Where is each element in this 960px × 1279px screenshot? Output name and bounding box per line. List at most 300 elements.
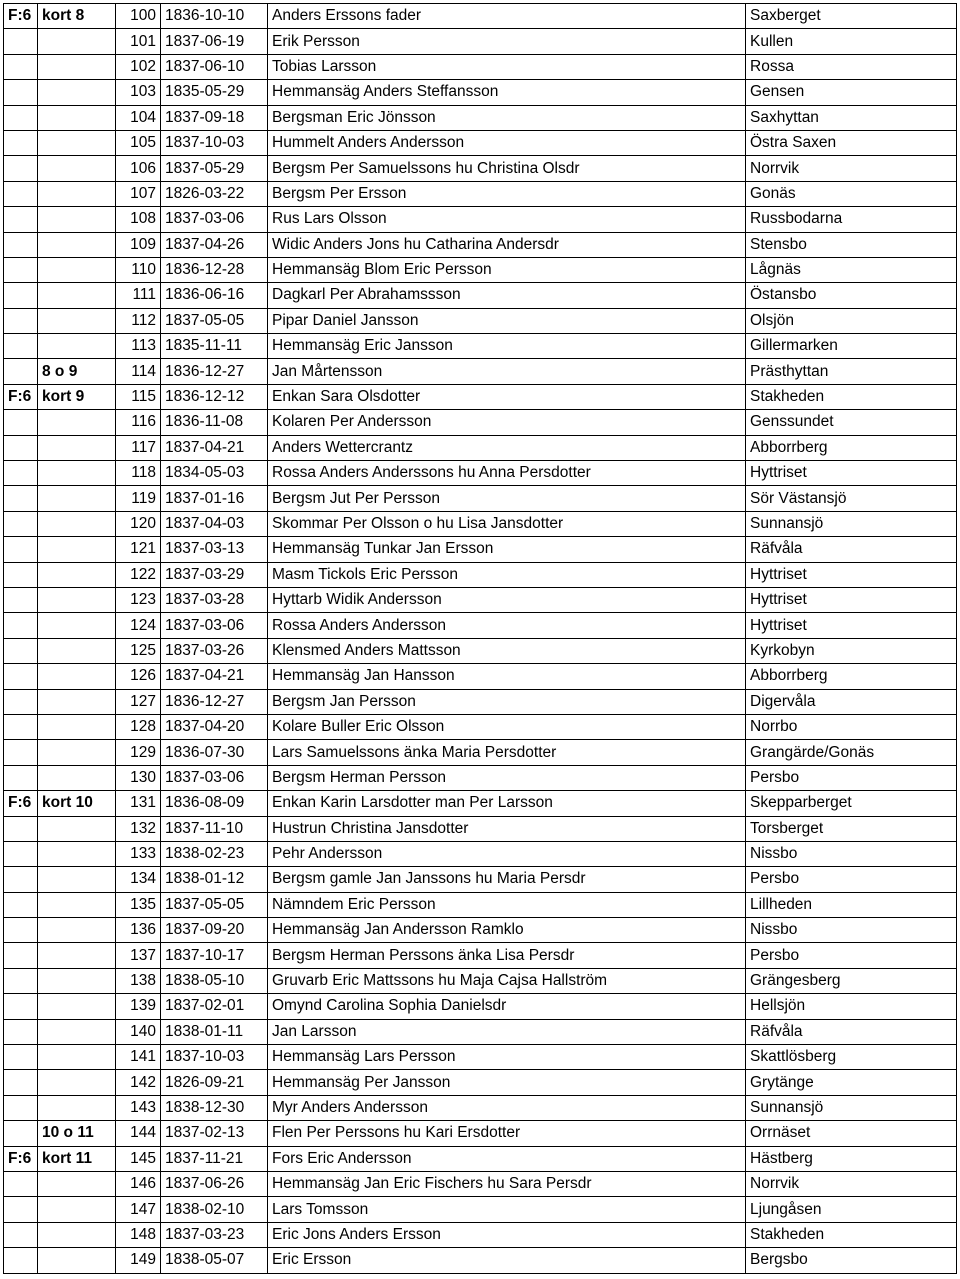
person-cell: Bergsm Jut Per Persson — [268, 486, 746, 511]
entry-number-cell: 115 — [116, 384, 161, 409]
card-cell — [38, 638, 116, 663]
volume-cell — [4, 1045, 38, 1070]
card-cell — [38, 867, 116, 892]
entry-number-cell: 128 — [116, 714, 161, 739]
date-cell: 1837-10-17 — [161, 943, 268, 968]
card-cell: kort 9 — [38, 384, 116, 409]
date-cell: 1838-01-12 — [161, 867, 268, 892]
place-cell: Norrvik — [746, 156, 957, 181]
volume-cell: F:6 — [4, 4, 38, 29]
place-cell: Räfvåla — [746, 1019, 957, 1044]
date-cell: 1837-06-10 — [161, 54, 268, 79]
card-cell — [38, 80, 116, 105]
place-cell: Skepparberget — [746, 791, 957, 816]
table-row — [4, 1045, 957, 1070]
entry-number-cell: 105 — [116, 130, 161, 155]
place-cell: Ljungåsen — [746, 1197, 957, 1222]
person-cell: Hemmansäg Lars Persson — [268, 1045, 746, 1070]
date-cell: 1837-01-16 — [161, 486, 268, 511]
table-row — [4, 232, 957, 257]
table-row — [4, 461, 957, 486]
date-cell: 1837-04-03 — [161, 511, 268, 536]
person-cell: Eric Ersson — [268, 1248, 746, 1273]
entry-number-cell: 107 — [116, 181, 161, 206]
place-cell: Grangärde/Gonäs — [746, 740, 957, 765]
person-cell: Omynd Carolina Sophia Danielsdr — [268, 994, 746, 1019]
place-cell: Norrvik — [746, 1171, 957, 1196]
card-cell — [38, 892, 116, 917]
table-row — [4, 943, 957, 968]
volume-cell — [4, 664, 38, 689]
table-row — [4, 1222, 957, 1247]
entry-number-cell: 118 — [116, 461, 161, 486]
date-cell: 1838-02-23 — [161, 841, 268, 866]
volume-cell — [4, 1070, 38, 1095]
table-row — [4, 156, 957, 181]
date-cell: 1836-06-16 — [161, 283, 268, 308]
person-cell: Hemmansäg Per Jansson — [268, 1070, 746, 1095]
volume-cell — [4, 613, 38, 638]
entry-number-cell: 138 — [116, 968, 161, 993]
table-row — [4, 537, 957, 562]
entry-number-cell: 143 — [116, 1095, 161, 1120]
table-row — [4, 1019, 957, 1044]
place-cell: Hyttriset — [746, 562, 957, 587]
date-cell: 1837-03-28 — [161, 587, 268, 612]
place-cell: Persbo — [746, 867, 957, 892]
card-cell — [38, 1045, 116, 1070]
place-cell: Gillermarken — [746, 334, 957, 359]
date-cell: 1837-09-18 — [161, 105, 268, 130]
person-cell: Tobias Larsson — [268, 54, 746, 79]
card-cell — [38, 587, 116, 612]
person-cell: Bergsman Eric Jönsson — [268, 105, 746, 130]
card-cell — [38, 54, 116, 79]
date-cell: 1837-03-06 — [161, 613, 268, 638]
volume-cell — [4, 334, 38, 359]
entry-number-cell: 102 — [116, 54, 161, 79]
card-cell — [38, 943, 116, 968]
place-cell: Genssundet — [746, 410, 957, 435]
volume-cell — [4, 892, 38, 917]
person-cell: Jan Mårtensson — [268, 359, 746, 384]
card-cell — [38, 461, 116, 486]
person-cell: Kolaren Per Andersson — [268, 410, 746, 435]
volume-cell — [4, 537, 38, 562]
date-cell: 1837-05-29 — [161, 156, 268, 181]
date-cell: 1837-04-26 — [161, 232, 268, 257]
entry-number-cell: 129 — [116, 740, 161, 765]
place-cell: Stensbo — [746, 232, 957, 257]
date-cell: 1838-05-10 — [161, 968, 268, 993]
person-cell: Gruvarb Eric Mattssons hu Maja Cajsa Hallström — [268, 968, 746, 993]
entry-number-cell: 110 — [116, 257, 161, 282]
volume-cell — [4, 1095, 38, 1120]
date-cell: 1836-12-28 — [161, 257, 268, 282]
place-cell: Saxberget — [746, 4, 957, 29]
entry-number-cell: 139 — [116, 994, 161, 1019]
place-cell: Stakheden — [746, 1222, 957, 1247]
place-cell: Orrnäset — [746, 1121, 957, 1146]
place-cell: Sunnansjö — [746, 1095, 957, 1120]
date-cell: 1835-11-11 — [161, 334, 268, 359]
volume-cell — [4, 511, 38, 536]
person-cell: Bergsm Per Ersson — [268, 181, 746, 206]
volume-cell — [4, 943, 38, 968]
volume-cell — [4, 765, 38, 790]
place-cell: Bergsbo — [746, 1248, 957, 1273]
date-cell: 1826-03-22 — [161, 181, 268, 206]
table-row — [4, 207, 957, 232]
table-row — [4, 841, 957, 866]
date-cell: 1837-02-13 — [161, 1121, 268, 1146]
card-cell — [38, 511, 116, 536]
date-cell: 1836-07-30 — [161, 740, 268, 765]
person-cell: Hemmansäg Jan Hansson — [268, 664, 746, 689]
volume-cell — [4, 105, 38, 130]
date-cell: 1837-03-26 — [161, 638, 268, 663]
date-cell: 1836-10-10 — [161, 4, 268, 29]
table-row — [4, 410, 957, 435]
place-cell: Räfvåla — [746, 537, 957, 562]
volume-cell — [4, 283, 38, 308]
date-cell: 1837-04-20 — [161, 714, 268, 739]
person-cell: Nämndem Eric Persson — [268, 892, 746, 917]
date-cell: 1837-03-13 — [161, 537, 268, 562]
place-cell: Lågnäs — [746, 257, 957, 282]
card-cell: 10 o 11 — [38, 1121, 116, 1146]
person-cell: Flen Per Perssons hu Kari Ersdotter — [268, 1121, 746, 1146]
table-row — [4, 257, 957, 282]
card-cell: kort 11 — [38, 1146, 116, 1171]
volume-cell — [4, 308, 38, 333]
table-row — [4, 562, 957, 587]
person-cell: Bergsm Herman Persson — [268, 765, 746, 790]
volume-cell — [4, 181, 38, 206]
volume-cell: F:6 — [4, 791, 38, 816]
entry-number-cell: 112 — [116, 308, 161, 333]
table-row — [4, 29, 957, 54]
entry-number-cell: 114 — [116, 359, 161, 384]
place-cell: Torsberget — [746, 816, 957, 841]
volume-cell — [4, 816, 38, 841]
card-cell — [38, 130, 116, 155]
entry-number-cell: 145 — [116, 1146, 161, 1171]
place-cell: Abborrberg — [746, 435, 957, 460]
person-cell: Skommar Per Olsson o hu Lisa Jansdotter — [268, 511, 746, 536]
date-cell: 1836-11-08 — [161, 410, 268, 435]
entry-number-cell: 124 — [116, 613, 161, 638]
place-cell: Russbodarna — [746, 207, 957, 232]
person-cell: Eric Jons Anders Ersson — [268, 1222, 746, 1247]
table-row — [4, 765, 957, 790]
volume-cell — [4, 1121, 38, 1146]
volume-cell — [4, 1197, 38, 1222]
card-cell — [38, 1197, 116, 1222]
entry-number-cell: 106 — [116, 156, 161, 181]
place-cell: Nissbo — [746, 841, 957, 866]
register-table — [3, 3, 957, 1274]
volume-cell — [4, 207, 38, 232]
table-row — [4, 613, 957, 638]
volume-cell — [4, 1019, 38, 1044]
card-cell — [38, 435, 116, 460]
person-cell: Masm Tickols Eric Persson — [268, 562, 746, 587]
place-cell: Östansbo — [746, 283, 957, 308]
entry-number-cell: 133 — [116, 841, 161, 866]
volume-cell — [4, 232, 38, 257]
volume-cell — [4, 587, 38, 612]
person-cell: Lars Samuelssons änka Maria Persdotter — [268, 740, 746, 765]
date-cell: 1837-03-06 — [161, 207, 268, 232]
entry-number-cell: 123 — [116, 587, 161, 612]
table-row — [4, 283, 957, 308]
date-cell: 1834-05-03 — [161, 461, 268, 486]
place-cell: Hyttriset — [746, 587, 957, 612]
date-cell: 1836-08-09 — [161, 791, 268, 816]
date-cell: 1837-06-26 — [161, 1171, 268, 1196]
place-cell: Hellsjön — [746, 994, 957, 1019]
person-cell: Hemmansäg Jan Andersson Ramklo — [268, 918, 746, 943]
person-cell: Rus Lars Olsson — [268, 207, 746, 232]
date-cell: 1838-01-11 — [161, 1019, 268, 1044]
table-row — [4, 1070, 957, 1095]
card-cell — [38, 283, 116, 308]
place-cell: Sunnansjö — [746, 511, 957, 536]
place-cell: Hyttriset — [746, 461, 957, 486]
card-cell — [38, 1095, 116, 1120]
volume-cell — [4, 156, 38, 181]
entry-number-cell: 144 — [116, 1121, 161, 1146]
card-cell: 8 o 9 — [38, 359, 116, 384]
person-cell: Hemmansäg Jan Eric Fischers hu Sara Persdr — [268, 1171, 746, 1196]
volume-cell — [4, 562, 38, 587]
date-cell: 1838-05-07 — [161, 1248, 268, 1273]
date-cell: 1836-12-12 — [161, 384, 268, 409]
table-row — [4, 105, 957, 130]
card-cell — [38, 562, 116, 587]
date-cell: 1836-12-27 — [161, 689, 268, 714]
table-row — [4, 714, 957, 739]
volume-cell — [4, 918, 38, 943]
entry-number-cell: 137 — [116, 943, 161, 968]
volume-cell — [4, 714, 38, 739]
table-row — [4, 435, 957, 460]
card-cell — [38, 207, 116, 232]
entry-number-cell: 132 — [116, 816, 161, 841]
card-cell — [38, 1070, 116, 1095]
table-row — [4, 4, 957, 29]
card-cell — [38, 1171, 116, 1196]
register-body — [4, 4, 957, 1274]
card-cell — [38, 689, 116, 714]
entry-number-cell: 131 — [116, 791, 161, 816]
table-row — [4, 994, 957, 1019]
card-cell — [38, 841, 116, 866]
volume-cell — [4, 435, 38, 460]
place-cell: Kullen — [746, 29, 957, 54]
volume-cell — [4, 867, 38, 892]
entry-number-cell: 116 — [116, 410, 161, 435]
entry-number-cell: 146 — [116, 1171, 161, 1196]
card-cell — [38, 156, 116, 181]
entry-number-cell: 130 — [116, 765, 161, 790]
person-cell: Enkan Karin Larsdotter man Per Larsson — [268, 791, 746, 816]
place-cell: Gensen — [746, 80, 957, 105]
person-cell: Dagkarl Per Abrahamssson — [268, 283, 746, 308]
card-cell — [38, 1019, 116, 1044]
volume-cell — [4, 1248, 38, 1273]
entry-number-cell: 147 — [116, 1197, 161, 1222]
place-cell: Hyttriset — [746, 613, 957, 638]
entry-number-cell: 120 — [116, 511, 161, 536]
place-cell: Nissbo — [746, 918, 957, 943]
card-cell — [38, 740, 116, 765]
table-row — [4, 130, 957, 155]
entry-number-cell: 119 — [116, 486, 161, 511]
date-cell: 1837-04-21 — [161, 435, 268, 460]
volume-cell — [4, 257, 38, 282]
card-cell — [38, 232, 116, 257]
person-cell: Widic Anders Jons hu Catharina Andersdr — [268, 232, 746, 257]
card-cell — [38, 613, 116, 638]
place-cell: Abborrberg — [746, 664, 957, 689]
entry-number-cell: 141 — [116, 1045, 161, 1070]
place-cell: Prästhyttan — [746, 359, 957, 384]
date-cell: 1837-11-21 — [161, 1146, 268, 1171]
place-cell: Saxhyttan — [746, 105, 957, 130]
place-cell: Rossa — [746, 54, 957, 79]
volume-cell — [4, 968, 38, 993]
card-cell — [38, 816, 116, 841]
place-cell: Kyrkobyn — [746, 638, 957, 663]
card-cell — [38, 486, 116, 511]
person-cell: Enkan Sara Olsdotter — [268, 384, 746, 409]
entry-number-cell: 127 — [116, 689, 161, 714]
card-cell — [38, 1248, 116, 1273]
card-cell — [38, 257, 116, 282]
date-cell: 1837-06-19 — [161, 29, 268, 54]
card-cell: kort 8 — [38, 4, 116, 29]
date-cell: 1837-03-23 — [161, 1222, 268, 1247]
place-cell: Gonäs — [746, 181, 957, 206]
card-cell — [38, 537, 116, 562]
person-cell: Fors Eric Andersson — [268, 1146, 746, 1171]
entry-number-cell: 135 — [116, 892, 161, 917]
table-row — [4, 1146, 957, 1171]
volume-cell — [4, 486, 38, 511]
entry-number-cell: 140 — [116, 1019, 161, 1044]
place-cell: Digervåla — [746, 689, 957, 714]
table-row — [4, 359, 957, 384]
table-row — [4, 486, 957, 511]
volume-cell: F:6 — [4, 1146, 38, 1171]
entry-number-cell: 100 — [116, 4, 161, 29]
person-cell: Hemmansäg Tunkar Jan Ersson — [268, 537, 746, 562]
entry-number-cell: 103 — [116, 80, 161, 105]
volume-cell — [4, 689, 38, 714]
entry-number-cell: 122 — [116, 562, 161, 587]
person-cell: Hemmansäg Blom Eric Persson — [268, 257, 746, 282]
person-cell: Bergsm gamle Jan Janssons hu Maria Persdr — [268, 867, 746, 892]
entry-number-cell: 101 — [116, 29, 161, 54]
date-cell: 1837-10-03 — [161, 130, 268, 155]
place-cell: Persbo — [746, 943, 957, 968]
entry-number-cell: 109 — [116, 232, 161, 257]
volume-cell — [4, 740, 38, 765]
table-row — [4, 1095, 957, 1120]
table-row — [4, 1197, 957, 1222]
person-cell: Rossa Anders Andersson — [268, 613, 746, 638]
table-row — [4, 791, 957, 816]
table-row — [4, 689, 957, 714]
entry-number-cell: 117 — [116, 435, 161, 460]
person-cell: Hustrun Christina Jansdotter — [268, 816, 746, 841]
table-row — [4, 308, 957, 333]
person-cell: Pipar Daniel Jansson — [268, 308, 746, 333]
date-cell: 1837-05-05 — [161, 892, 268, 917]
volume-cell: F:6 — [4, 384, 38, 409]
entry-number-cell: 111 — [116, 283, 161, 308]
person-cell: Myr Anders Andersson — [268, 1095, 746, 1120]
person-cell: Erik Persson — [268, 29, 746, 54]
entry-number-cell: 104 — [116, 105, 161, 130]
entry-number-cell: 149 — [116, 1248, 161, 1273]
place-cell: Stakheden — [746, 384, 957, 409]
card-cell — [38, 29, 116, 54]
person-cell: Kolare Buller Eric Olsson — [268, 714, 746, 739]
date-cell: 1837-05-05 — [161, 308, 268, 333]
date-cell: 1837-02-01 — [161, 994, 268, 1019]
entry-number-cell: 121 — [116, 537, 161, 562]
person-cell: Anders Wettercrantz — [268, 435, 746, 460]
volume-cell — [4, 54, 38, 79]
volume-cell — [4, 130, 38, 155]
date-cell: 1837-09-20 — [161, 918, 268, 943]
place-cell: Östra Saxen — [746, 130, 957, 155]
person-cell: Hemmansäg Anders Steffansson — [268, 80, 746, 105]
table-row — [4, 54, 957, 79]
date-cell: 1837-04-21 — [161, 664, 268, 689]
person-cell: Lars Tomsson — [268, 1197, 746, 1222]
card-cell — [38, 105, 116, 130]
person-cell: Hummelt Anders Andersson — [268, 130, 746, 155]
date-cell: 1837-03-29 — [161, 562, 268, 587]
person-cell: Jan Larsson — [268, 1019, 746, 1044]
volume-cell — [4, 461, 38, 486]
person-cell: Anders Erssons fader — [268, 4, 746, 29]
card-cell — [38, 308, 116, 333]
person-cell: Rossa Anders Anderssons hu Anna Persdotter — [268, 461, 746, 486]
table-row — [4, 587, 957, 612]
person-cell: Pehr Andersson — [268, 841, 746, 866]
card-cell — [38, 968, 116, 993]
person-cell: Hemmansäg Eric Jansson — [268, 334, 746, 359]
table-row — [4, 867, 957, 892]
card-cell — [38, 765, 116, 790]
entry-number-cell: 113 — [116, 334, 161, 359]
person-cell: Bergsm Per Samuelssons hu Christina Olsdr — [268, 156, 746, 181]
table-row — [4, 816, 957, 841]
table-row — [4, 1121, 957, 1146]
table-row — [4, 918, 957, 943]
date-cell: 1826-09-21 — [161, 1070, 268, 1095]
table-row — [4, 181, 957, 206]
table-row — [4, 1171, 957, 1196]
entry-number-cell: 148 — [116, 1222, 161, 1247]
volume-cell — [4, 1222, 38, 1247]
entry-number-cell: 125 — [116, 638, 161, 663]
